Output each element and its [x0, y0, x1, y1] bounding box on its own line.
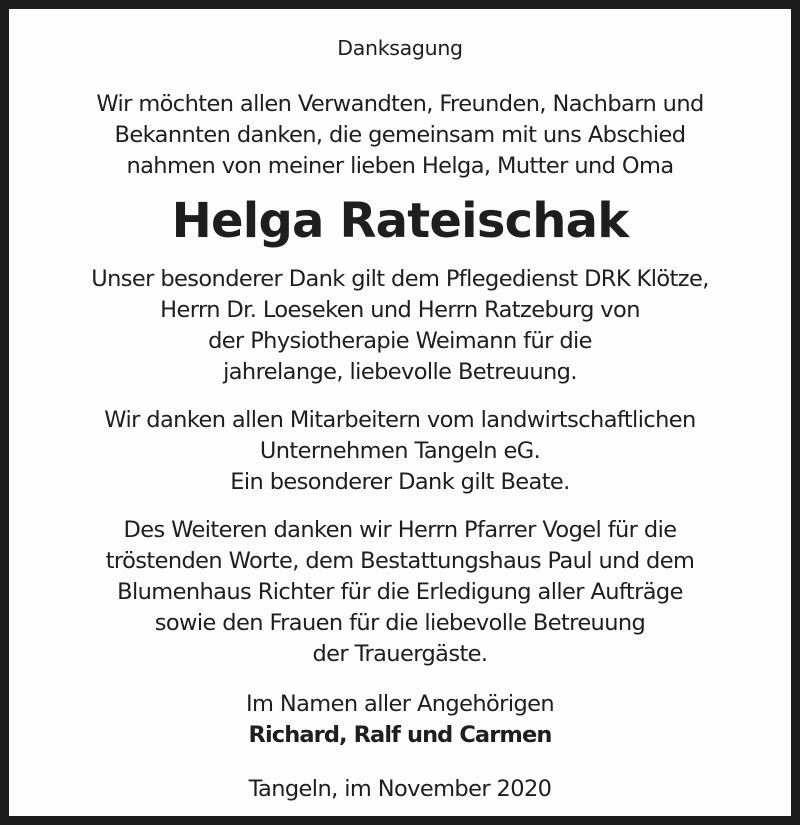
care-thanks-line: der Physiotherapie Weimann für die	[208, 328, 592, 354]
deceased-name: Helga Rateischak	[171, 193, 629, 249]
place-and-date: Tangeln, im November 2020	[248, 776, 552, 802]
care-thanks-line: Unser besonderer Dank gilt dem Pflegedienst DRK Klötze,	[91, 266, 709, 292]
on-behalf-line: Im Namen aller Angehörigen	[245, 691, 555, 717]
work-thanks-line: Unternehmen Tangeln eG.	[259, 438, 541, 464]
care-thanks-line: jahrelange, liebevolle Betreuung.	[223, 359, 577, 385]
intro-line: nahmen von meiner lieben Helga, Mutter und Oma	[126, 153, 674, 179]
other-thanks-line: der Trauergäste.	[312, 641, 488, 667]
other-thanks-line: Des Weiteren danken wir Herrn Pfarrer Vogel für die	[123, 517, 677, 543]
care-thanks-line: Herrn Dr. Loeseken und Herrn Ratzeburg von	[160, 297, 640, 323]
intro-line: Wir möchten allen Verwandten, Freunden, Nachbarn und	[96, 91, 704, 117]
intro-line: Bekannten danken, die gemeinsam mit uns Abschied	[114, 122, 686, 148]
work-thanks-line: Ein besonderer Dank gilt Beate.	[230, 469, 570, 495]
work-thanks-line: Wir danken allen Mitarbeitern vom landwirtschaftlichen	[104, 407, 696, 433]
other-thanks-line: Blumenhaus Richter für die Erledigung aller Aufträge	[117, 579, 683, 605]
signatories: Richard, Ralf und Carmen	[248, 722, 552, 748]
notice-heading: Danksagung	[337, 36, 463, 60]
other-thanks-line: sowie den Frauen für die liebevolle Betreuung	[154, 610, 646, 636]
other-thanks-line: tröstenden Worte, dem Bestattungshaus Paul und dem	[105, 548, 695, 574]
